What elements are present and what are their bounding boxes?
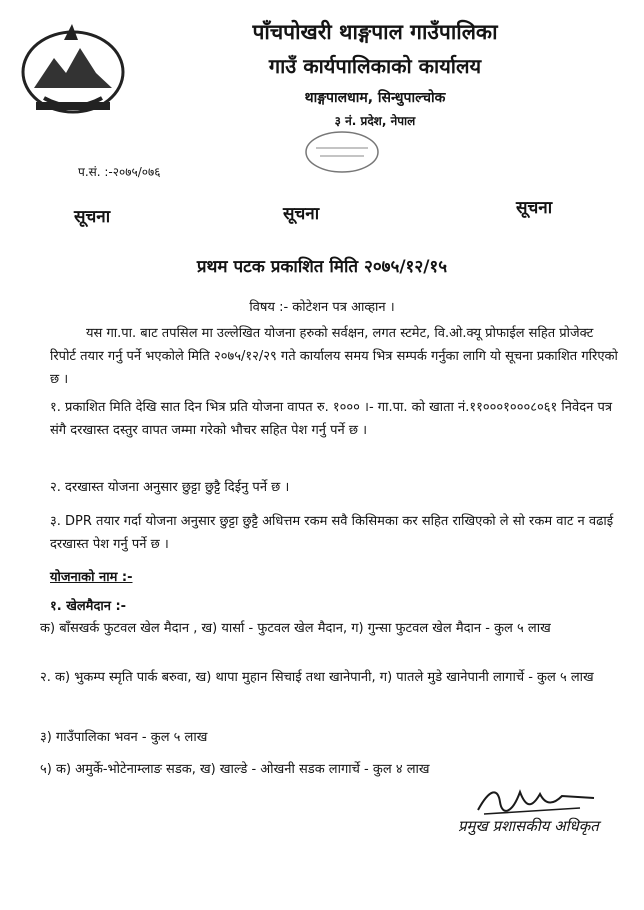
plan-1-details: क) बाँसखर्क फुटवल खेल मैदान , ख) यार्सा - फुटवल खेल मैदान, ग) गुन्सा फुटवल खेल मैदान - कुल ५ लाख <box>40 621 551 636</box>
office-address: थाङ्गपालधाम, सिन्धुपाल्चोक <box>304 90 446 106</box>
subject-line: विषय :- कोटेशन पत्र आव्हान । <box>249 300 395 315</box>
office-name: गाउँ कार्यपालिकाको कार्यालय <box>268 54 482 78</box>
plan-3: ३) गाउँपालिका भवन - कुल ५ लाख <box>40 730 208 745</box>
condition-3: ३. DPR तयार गर्दा योजना अनुसार छुट्टा छुट्टै अधित्तम रकम सवै किसिमका कर सहित राखिएको ले सो रकम वाट न वढाई दरखास्त पेश गर्नु पर्ने छ । <box>50 514 614 552</box>
plan-2: २. क) भुकम्प स्मृति पार्क बरुवा, ख) थापा मुहान सिचाई तथा खानेपानी, ग) पातले मुडे खानेपानी लागार्चे - कुल ५ लाख <box>40 670 594 685</box>
plans-heading: योजनाको नाम :- <box>50 570 133 585</box>
nepal-emblem-logo <box>14 18 132 118</box>
notice-label-right: सूचना <box>516 198 553 218</box>
condition-1: १. प्रकाशित मिति देखि सात दिन भित्र प्रति योजना वापत रु. १००० ।- गा.पा. को खाता नं.११०००१०००८०६१ निवेदन पत्र संगै दरखास्त दस्तुर वापत जम्मा गरेको भौचर सहित पेश गर्नु पर्ने छ । <box>50 400 613 438</box>
publication-date: प्रथम पटक प्रकाशित मिति २०७५/१२/१५ <box>196 257 448 277</box>
plan-5: ५) क) अमुर्के-भोटेनाम्लाङ सडक, ख) खाल्डे - ओखनी सडक लागार्चे - कुल ४ लाख <box>40 762 430 777</box>
signature <box>470 780 600 820</box>
reference-number: प.सं. :-२०७५/०७६ <box>78 165 161 179</box>
condition-2: २. दरखास्त योजना अनुसार छुट्टा छुट्टै दिईनु पर्ने छ । <box>50 480 290 495</box>
intro-paragraph: यस गा.पा. बाट तपसिल मा उल्लेखित योजना हरुको सर्वक्षन, लगत स्टमेट, वि.ओ.क्यू प्रोफाईल सहित प्रोजेक्ट रिपोर्ट तयार गर्नु पर्ने भएकोले मिति २०७५/१२/२९ गते कार्यालय समय भित्र सम्पर्क गर्नुका लागि यो सूचना प्रकाशित गरिएको छ । <box>50 326 618 387</box>
plan-1-heading: १. खेलमैदान :- <box>50 599 127 614</box>
signer-title: प्रमुख प्रशासकीय अधिकृत <box>458 817 599 835</box>
office-stamp <box>302 128 382 176</box>
notice-label-left: सूचना <box>74 207 111 227</box>
notice-label-center: सूचना <box>283 204 320 224</box>
province-country: ३ नं. प्रदेश, नेपाल <box>334 114 416 128</box>
municipality-name: पाँचपोखरी थाङ्गपाल गाउँपालिका <box>252 20 498 44</box>
